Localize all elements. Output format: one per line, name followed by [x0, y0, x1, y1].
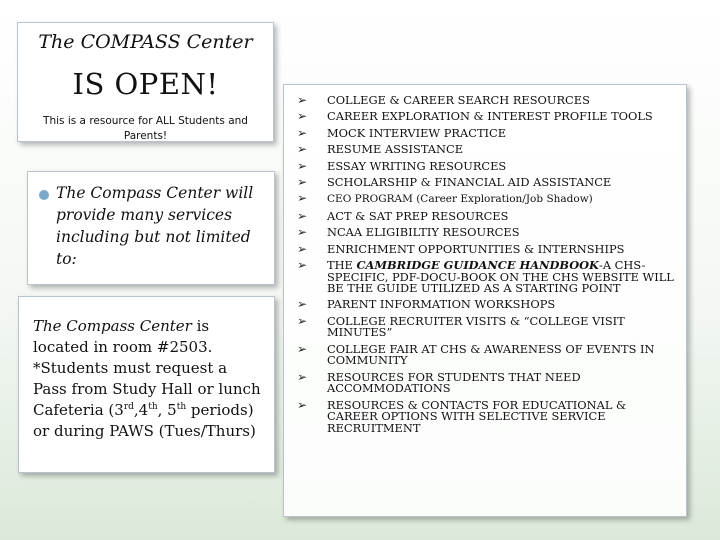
- list-item: ➢ CAREER EXPLORATION & INTEREST PROFILE TOOLS: [297, 109, 653, 124]
- services-box: [27, 171, 275, 285]
- arrow-bullet-icon: ➢: [297, 125, 308, 140]
- arrow-bullet-icon: ➢: [297, 225, 308, 240]
- center-name: The Compass Center: [33, 317, 192, 335]
- arrow-bullet-icon: ➢: [297, 397, 308, 412]
- center-title: The COMPASS Center: [38, 31, 253, 53]
- arrow-bullet-icon: ➢: [297, 142, 308, 157]
- list-item: ➢ PARENT INFORMATION WORKSHOPS: [297, 297, 556, 312]
- arrow-bullet-icon: ➢: [297, 158, 308, 173]
- list-item: ➢ ENRICHMENT OPPORTUNITIES & INTERNSHIPS: [297, 241, 625, 256]
- arrow-bullet-icon: ➢: [297, 174, 308, 189]
- list-item: ➢ ESSAY WRITING RESOURCES: [297, 158, 507, 173]
- list-item: ➢ COLLEGE RECRUITER VISITS & “COLLEGE VISIT MINUTES”: [297, 313, 625, 340]
- open-headline: IS OPEN!: [72, 67, 219, 101]
- list-item: ➢ COLLEGE FAIR AT CHS & AWARENESS OF EVENTS IN COMMUNITY: [297, 341, 655, 368]
- list-item: ➢ COLLEGE & CAREER SEARCH RESOURCES: [297, 93, 590, 107]
- list-item: ➢ MOCK INTERVIEW PRACTICE: [297, 125, 507, 140]
- circle-bullet-icon: [39, 190, 49, 200]
- list-item: ➢ RESUME ASSISTANCE: [297, 142, 464, 157]
- list-item: ➢ SCHOLARSHIP & FINANCIAL AID ASSISTANCE: [297, 174, 612, 189]
- arrow-bullet-icon: ➢: [297, 241, 308, 256]
- list-item: ➢ THE CAMBRIDGE GUIDANCE HANDBOOK-A CHS-SPECIFIC, PDF-DOCU-BOOK ON THE CHS WEBSITE WILL BE THE GUIDE UTILIZED AS A STARTING POINT: [297, 257, 674, 296]
- title-box: [17, 22, 274, 142]
- arrow-bullet-icon: ➢: [297, 341, 308, 356]
- arrow-bullet-icon: ➢: [297, 369, 308, 384]
- location-text: The Compass Center is located in room #2503. *Students must request a Pass from Study Hall or lunch Cafeteria (3rd,4th, 5th periods) or during PAWS (Tues/Thurs): [33, 317, 261, 440]
- handbook-title: CAMBRIDGE GUIDANCE HANDBOOK: [356, 257, 599, 272]
- location-box: [18, 296, 275, 473]
- arrow-bullet-icon: ➢: [297, 257, 308, 272]
- services-text: The Compass Center will provide many services including but not limited to:: [56, 184, 254, 268]
- services-list-box: [283, 84, 687, 517]
- resource-note: This is a resource for ALL Students and Parents!: [43, 115, 248, 142]
- list-item: ➢ RESOURCES & CONTACTS FOR EDUCATIONAL & CAREER OPTIONS WITH SELECTIVE SERVICE RECRUITMENT: [297, 397, 627, 436]
- arrow-bullet-icon: ➢: [297, 297, 308, 312]
- arrow-bullet-icon: ➢: [297, 313, 308, 328]
- arrow-bullet-icon: ➢: [297, 191, 308, 206]
- list-item: ➢ RESOURCES FOR STUDENTS THAT NEED ACCOMMODATIONS: [297, 369, 581, 396]
- arrow-bullet-icon: ➢: [297, 93, 308, 107]
- arrow-bullet-icon: ➢: [297, 109, 308, 124]
- arrow-bullet-icon: ➢: [297, 208, 308, 223]
- services-list: [297, 95, 678, 439]
- list-item: ➢ ACT & SAT PREP RESOURCES: [297, 208, 509, 223]
- list-item: ➢ NCAA ELIGIBILTIY RESOURCES: [297, 225, 520, 240]
- list-item: ➢ CEO PROGRAM (Career Exploration/Job Shadow): [297, 191, 593, 206]
